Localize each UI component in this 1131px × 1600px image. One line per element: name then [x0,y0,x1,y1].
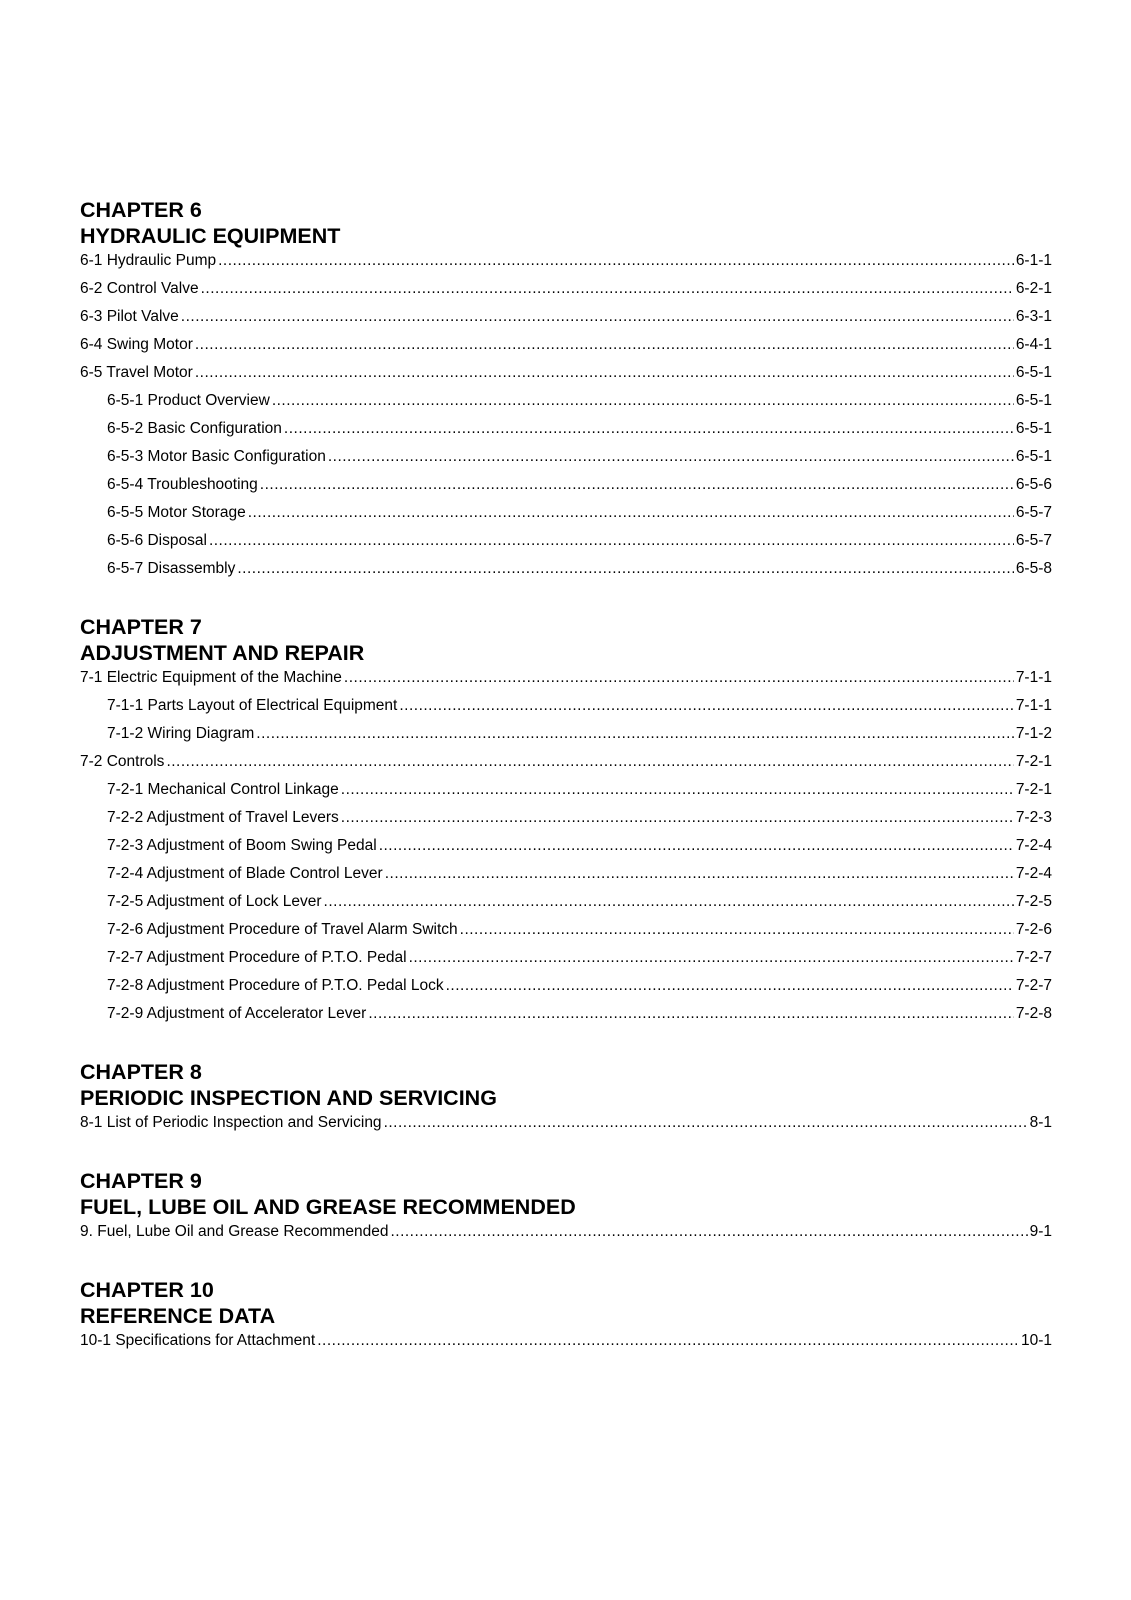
entry-title: 7-2-2 Adjustment of Travel Levers [107,809,339,826]
entry-page: 7-1-1 [1015,669,1052,686]
entry-title: 7-2-6 Adjustment Procedure of Travel Alarm Switch [107,921,458,938]
entry-page: 7-2-1 [1015,781,1052,798]
entry-title: 7-2-7 Adjustment Procedure of P.T.O. Pedal [107,949,407,966]
toc-entry[interactable] [80,752,1052,780]
dot-leader [237,559,1013,579]
entry-page: 6-1-1 [1015,252,1052,269]
toc-subentry[interactable] [80,892,1052,920]
entry-page: 6-2-1 [1015,280,1052,297]
dot-leader [384,1113,1028,1133]
chapter-7 [80,614,1052,1032]
dot-leader [209,531,1014,551]
toc-subentry[interactable] [80,948,1052,976]
entry-title: 6-5-4 Troubleshooting [107,476,258,493]
entry-page: 6-5-7 [1015,504,1052,521]
toc-subentry[interactable] [80,475,1052,503]
chapter-title: HYDRAULIC EQUIPMENT [80,224,341,248]
dot-leader [317,1331,1019,1351]
chapter-entries [80,668,1052,1032]
entry-page: 7-2-7 [1015,949,1052,966]
entry-title: 6-5-7 Disassembly [107,560,236,577]
dot-leader [260,475,1014,495]
dot-leader [409,948,1014,968]
toc-subentry[interactable] [80,724,1052,752]
entry-title: 7-2-3 Adjustment of Boom Swing Pedal [107,837,377,854]
dot-leader [399,696,1013,716]
chapter-entries [80,1331,1052,1359]
entry-title: 7-1 Electric Equipment of the Machine [80,669,342,686]
dot-leader [195,363,1014,383]
entry-title: 6-5-2 Basic Configuration [107,420,282,437]
dot-leader [218,251,1014,271]
entry-title: 6-5-5 Motor Storage [107,504,246,521]
dot-leader [328,447,1014,467]
entry-page: 7-1-1 [1015,697,1052,714]
entry-title: 6-5 Travel Motor [80,364,193,381]
entry-page: 7-2-6 [1015,921,1052,938]
chapter-title: ADJUSTMENT AND REPAIR [80,641,365,665]
toc-subentry[interactable] [80,391,1052,419]
toc-subentry[interactable] [80,780,1052,808]
chapter-10 [80,1277,1052,1359]
toc-entry[interactable] [80,279,1052,307]
dot-leader [195,335,1014,355]
dot-leader [181,307,1014,327]
entry-title: 7-1-1 Parts Layout of Electrical Equipment [107,697,398,714]
toc-entry[interactable] [80,363,1052,391]
toc-entry[interactable] [80,1331,1052,1359]
entry-title: 6-3 Pilot Valve [80,308,179,325]
dot-leader [284,419,1014,439]
entry-title: 7-2-4 Adjustment of Blade Control Lever [107,865,383,882]
toc-subentry[interactable] [80,920,1052,948]
entry-page: 6-5-1 [1015,448,1052,465]
entry-page: 6-5-8 [1015,560,1052,577]
entry-title: 6-4 Swing Motor [80,336,193,353]
chapter-number: CHAPTER 6 [80,198,202,222]
entry-page: 7-2-4 [1015,837,1052,854]
toc-entry[interactable] [80,307,1052,335]
entry-page: 6-5-1 [1015,420,1052,437]
toc-subentry[interactable] [80,836,1052,864]
entry-title: 6-5-1 Product Overview [107,392,270,409]
entry-title: 10-1 Specifications for Attachment [80,1332,316,1349]
entry-title: 6-5-3 Motor Basic Configuration [107,448,326,465]
entry-title: 7-1-2 Wiring Diagram [107,725,255,742]
dot-leader [344,668,1014,688]
toc-entry[interactable] [80,1222,1052,1250]
dot-leader [272,391,1014,411]
chapter-entries [80,251,1052,587]
entry-page: 7-2-4 [1015,865,1052,882]
entry-page: 8-1 [1029,1114,1052,1131]
entry-title: 8-1 List of Periodic Inspection and Servicing [80,1114,382,1131]
toc-entry[interactable] [80,335,1052,363]
entry-title: 9. Fuel, Lube Oil and Grease Recommended [80,1223,389,1240]
toc-subentry[interactable] [80,696,1052,724]
entry-title: 7-2-5 Adjustment of Lock Lever [107,893,322,910]
entry-page: 6-5-6 [1015,476,1052,493]
chapter-entries [80,1222,1052,1250]
entry-page: 7-2-1 [1015,753,1052,770]
entry-page: 6-5-1 [1015,392,1052,409]
toc-subentry[interactable] [80,503,1052,531]
dot-leader [201,279,1014,299]
dot-leader [368,1004,1013,1024]
entry-page: 6-5-1 [1015,364,1052,381]
dot-leader [460,920,1014,940]
toc-subentry[interactable] [80,976,1052,1004]
dot-leader [256,724,1014,744]
entry-title: 6-1 Hydraulic Pump [80,252,217,269]
entry-title: 6-2 Control Valve [80,280,199,297]
entry-page: 6-4-1 [1015,336,1052,353]
entry-page: 7-2-7 [1015,977,1052,994]
dot-leader [341,808,1014,828]
dot-leader [341,780,1014,800]
entry-title: 7-2-8 Adjustment Procedure of P.T.O. Pedal Lock [107,977,444,994]
toc-subentry[interactable] [80,808,1052,836]
toc-subentry[interactable] [80,864,1052,892]
entry-title: 7-2 Controls [80,753,165,770]
chapter-number: CHAPTER 8 [80,1060,202,1084]
chapter-title: FUEL, LUBE OIL AND GREASE RECOMMENDED [80,1195,576,1219]
toc-subentry[interactable] [80,559,1052,587]
toc-entry[interactable] [80,668,1052,696]
toc-subentry[interactable] [80,419,1052,447]
chapter-number: CHAPTER 9 [80,1169,202,1193]
dot-leader [324,892,1014,912]
entry-page: 6-5-7 [1015,532,1052,549]
chapter-title: PERIODIC INSPECTION AND SERVICING [80,1086,497,1110]
table-of-contents [80,197,1052,1359]
entry-title: 7-2-1 Mechanical Control Linkage [107,781,339,798]
dot-leader [166,752,1013,772]
chapter-8 [80,1059,1052,1141]
toc-entry[interactable] [80,251,1052,279]
toc-subentry[interactable] [80,447,1052,475]
entry-page: 9-1 [1029,1223,1052,1240]
dot-leader [446,976,1014,996]
entry-page: 7-1-2 [1015,725,1052,742]
chapter-title: REFERENCE DATA [80,1304,276,1328]
entry-page: 10-1 [1020,1332,1052,1349]
entry-page: 7-2-5 [1015,893,1052,910]
toc-entry[interactable] [80,1113,1052,1141]
chapter-number: CHAPTER 7 [80,615,202,639]
entry-title: 6-5-6 Disposal [107,532,207,549]
entry-page: 6-3-1 [1015,308,1052,325]
dot-leader [248,503,1014,523]
chapter-9 [80,1168,1052,1250]
dot-leader [379,836,1014,856]
chapter-number: CHAPTER 10 [80,1278,214,1302]
dot-leader [390,1222,1027,1242]
dot-leader [385,864,1014,884]
toc-subentry[interactable] [80,531,1052,559]
entry-title: 7-2-9 Adjustment of Accelerator Lever [107,1005,367,1022]
chapter-6 [80,197,1052,587]
entry-page: 7-2-3 [1015,809,1052,826]
entry-page: 7-2-8 [1015,1005,1052,1022]
toc-subentry[interactable] [80,1004,1052,1032]
chapter-entries [80,1113,1052,1141]
